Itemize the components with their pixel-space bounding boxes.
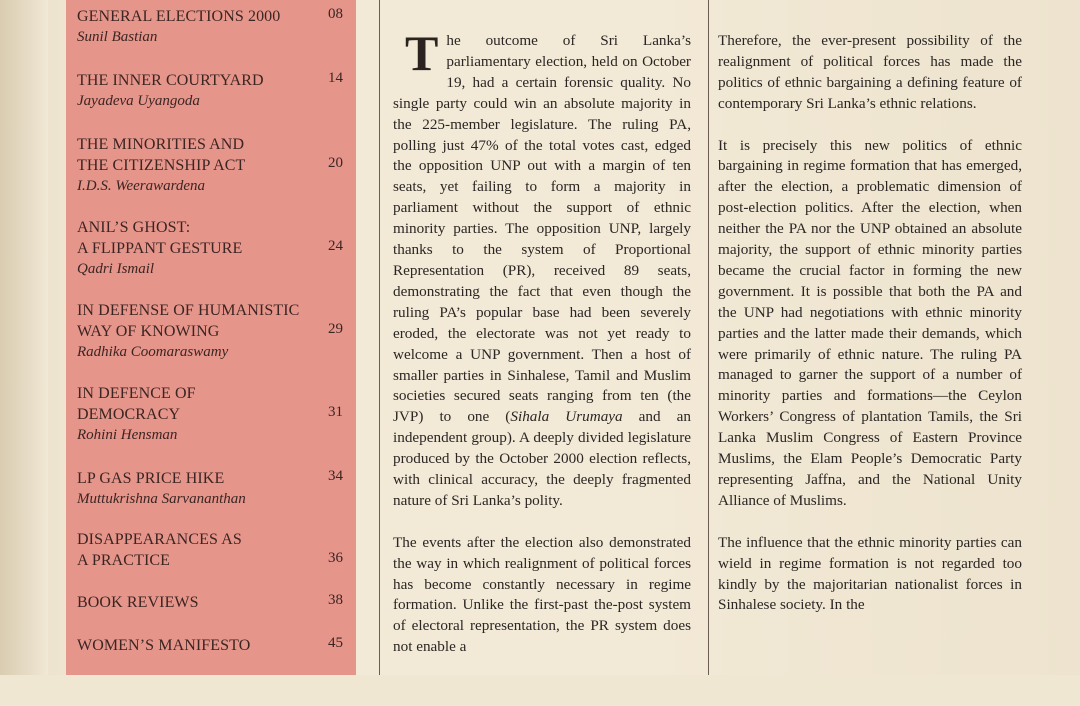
article-text: he outcome of Sri Lanka’s parliamentary election, held on October 19, had a certain forensic quality. No single party could win an absolute majority in the 225-member legislature. The ruling PA, polling just 47% of the total votes cast, edged the opposition UNP out with a margin of ten seats, yet failing to form a majority in parliament without the support of ethnic minority parties. The opposition UNP, largely thanks to the system of Proportional Representation (PR), received 89 seats, demonstrating the fact that even though the ruling PA’s popular base had been severely eroded, the electorate was not yet ready to welcome a UNP government. Then a host of smaller parties in Sinhalese, Tamil and Muslim societies secured seats ranging from ten (the JVP) to one ( bbox=[393, 32, 691, 426]
toc-entry[interactable] bbox=[77, 468, 347, 510]
toc-author: I.D.S. Weerawardena bbox=[77, 178, 206, 194]
toc-entry[interactable] bbox=[77, 300, 347, 363]
toc-title: IN DEFENCE OF bbox=[77, 385, 196, 402]
article-column-left bbox=[393, 31, 691, 706]
toc-author: Radhika Coomaraswamy bbox=[77, 344, 229, 360]
drop-cap: T bbox=[405, 31, 439, 81]
toc-title: DEMOCRACY bbox=[77, 406, 181, 423]
toc-title: DISAPPEARANCES AS bbox=[77, 531, 242, 548]
toc-page-number: 34 bbox=[328, 468, 343, 484]
toc-author: Sunil Bastian bbox=[77, 29, 158, 45]
toc-entry[interactable] bbox=[77, 134, 347, 197]
toc-page-number: 08 bbox=[328, 6, 343, 22]
toc-entry[interactable] bbox=[77, 217, 347, 280]
toc-page-number: 20 bbox=[328, 155, 343, 171]
toc-title: BOOK REVIEWS bbox=[77, 594, 199, 611]
page-spine bbox=[0, 0, 48, 675]
toc-author: Rohini Hensman bbox=[77, 427, 178, 443]
toc-entry[interactable] bbox=[77, 592, 347, 613]
toc-page-number: 29 bbox=[328, 321, 343, 337]
toc-title: ANIL’S GHOST: bbox=[77, 219, 191, 236]
article-paragraph: It is precisely this new politics of ethnic bargaining in regime formation that has emerged, after the election, a problematic dimension of post-election politics. After the election, when neither the PA nor the UNP obtained an absolute majority, the support of ethnic minority parties became the crucial factor in forming the new government. It is possible that both the PA and the UNP had negotiations with ethnic minority parties and the latter made their demands, which were primarily of ethnic nature. The ruling PA managed to garner the support of a number of minority parties and formations—the Ceylon Workers’ Congress of plantation Tamils, the Sri Lanka Muslim Congress of Eastern Province Muslims, the Elam People’s Democratic Party representing Jaffna, and the National Unity Alliance of Muslims. bbox=[718, 136, 1022, 509]
article-italic-text: Sihala Urumaya bbox=[510, 408, 623, 426]
toc-title: LP GAS PRICE HIKE bbox=[77, 470, 225, 487]
toc-author: Muttukrishna Sarvananthan bbox=[77, 491, 246, 507]
article-paragraph: The events after the election also demonstrated the way in which realignment of political forces has become constantly necessary in regime formation. Unlike the first-past the-post system of electoral representation, the PR system does not enable a bbox=[393, 533, 691, 656]
column-rule-left bbox=[379, 0, 380, 675]
toc-entry[interactable] bbox=[77, 529, 347, 571]
toc-title: WAY OF KNOWING bbox=[77, 323, 220, 340]
column-rule-middle bbox=[708, 0, 709, 675]
toc-entry[interactable] bbox=[77, 383, 347, 446]
toc-entry[interactable] bbox=[77, 6, 347, 48]
article-paragraph bbox=[393, 31, 691, 512]
toc-page-number: 24 bbox=[328, 238, 343, 254]
toc-title: THE INNER COURTYARD bbox=[77, 72, 264, 89]
article-column-right bbox=[718, 31, 1022, 706]
toc-entry[interactable] bbox=[77, 70, 347, 112]
toc-page-number: 38 bbox=[328, 592, 343, 608]
toc-title: WOMEN’S MANIFESTO bbox=[77, 637, 251, 654]
toc-title: THE MINORITIES AND bbox=[77, 136, 245, 153]
toc-title: IN DEFENSE OF HUMANISTIC bbox=[77, 302, 300, 319]
toc-entry[interactable] bbox=[77, 635, 347, 656]
toc-title: GENERAL ELECTIONS 2000 bbox=[77, 8, 281, 25]
toc-title: THE CITIZENSHIP ACT bbox=[77, 157, 246, 174]
toc-page-number: 36 bbox=[328, 550, 343, 566]
toc-author: Qadri Ismail bbox=[77, 261, 155, 277]
article-paragraph: The influence that the ethnic minority parties can wield in regime formation is not regarded too kindly by the majoritarian nationalist forces in Sinhalese society. In the bbox=[718, 533, 1022, 614]
toc-page-number: 14 bbox=[328, 70, 343, 86]
toc-page-number: 45 bbox=[328, 635, 343, 651]
toc-page-number: 31 bbox=[328, 404, 343, 420]
toc-title: A FLIPPANT GESTURE bbox=[77, 240, 243, 257]
toc-title: A PRACTICE bbox=[77, 552, 171, 569]
toc-author: Jayadeva Uyangoda bbox=[77, 93, 200, 109]
article-paragraph: Therefore, the ever-present possibility of the realignment of political forces has made the politics of ethnic bargaining a defining feature of contemporary Sri Lanka’s ethnic relations. bbox=[718, 32, 1022, 112]
table-of-contents bbox=[66, 0, 356, 675]
article-text: and an independent group). A deeply divided legislature produced by the October 2000 election reflects, with clinical accuracy, the deeply fragmented nature of Sri Lanka’s polity. bbox=[393, 408, 691, 509]
